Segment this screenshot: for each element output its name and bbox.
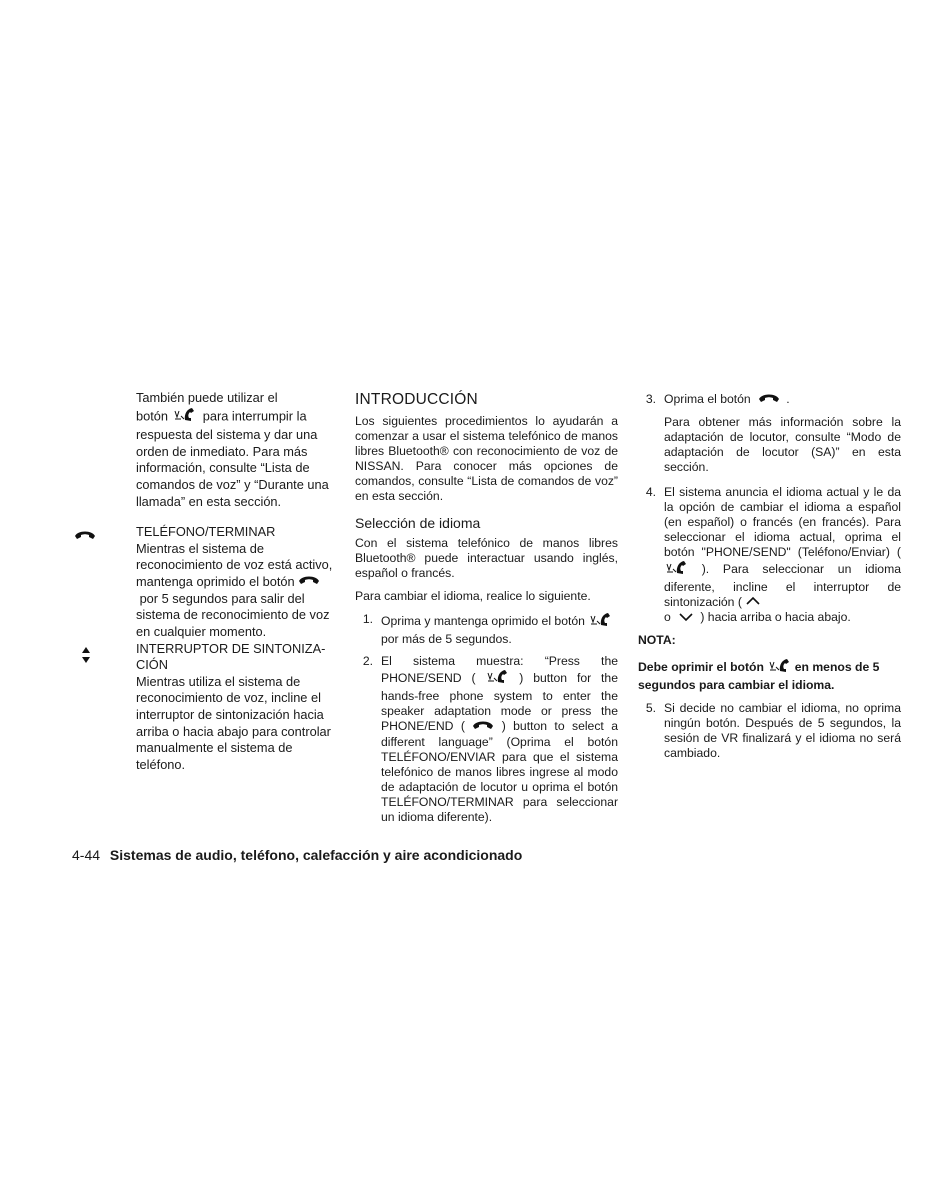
text: . [786, 392, 790, 407]
list-number: 4. [645, 485, 656, 499]
list-number: 5. [645, 700, 656, 715]
item-title: CIÓN [136, 657, 168, 673]
phone-talk-icon [485, 669, 509, 689]
paragraph: Para cambiar el idioma, realice lo siguiente. [355, 589, 591, 603]
phone-end-icon [472, 719, 494, 735]
text: ) button for the hands-free phone system to enter the speaker adaptation mode or press the PHONE/END ( [381, 671, 618, 734]
phone-talk-icon [172, 407, 196, 428]
text: ). Para seleccionar un idioma diferente, incline el interruptor de sintonización ( [664, 562, 901, 609]
text: Mientras utiliza el sistema de reconocimiento de voz, incline el interruptor de sintonización hacia arriba o hacia abajo para controlar manualmente el sistema de teléfono. [136, 673, 331, 772]
list-number: 2. [362, 654, 373, 668]
text: ) button to select a different language” (Oprima el botón TELÉFONO/ENVIAR para que el sistema telefónico de manos libres ingrese al modo de adaptación de locutor u oprima el botón TELÉFONO/TERMINAR para seleccionar un idioma diferente). [381, 719, 618, 824]
section-title: Sistemas de audio, teléfono, calefacción y aire acondicionado [109, 847, 523, 863]
subsection-heading: Selección de idioma [355, 515, 481, 531]
text: Si decide no cambiar el idioma, no oprima ningún botón. Después de 5 segundos, la sesión de VR finalizará y el idioma no será cambiado. [664, 700, 901, 760]
phone-talk-icon [767, 658, 791, 678]
paragraph-interrupt [136, 390, 334, 510]
page-number: 4-44 [72, 847, 101, 863]
text: Oprima el botón [664, 392, 751, 407]
text: para interrumpir la respuesta del sistema y dar una orden de inmediato. Para más información, consulte “Lista de comandos de voz” y “Durante una llamada” en esta sección. [136, 408, 329, 509]
page-footer [72, 846, 522, 864]
text: o [664, 610, 671, 625]
column-middle [355, 390, 618, 832]
list-item [355, 612, 618, 647]
paragraph-intro: Los siguientes procedimientos lo ayudarán a comenzar a usar el sistema telefónico de manos libres Bluetooth® con reconocimiento de voz de NISSAN. Para conocer más opciones de comandos, consulte “Lista de comandos de voz” en esta sección. [355, 414, 618, 503]
list-number: 3. [645, 392, 656, 406]
text: por más de 5 segundos. [381, 632, 512, 646]
item-title: TELÉFONO/TERMINAR [136, 524, 276, 540]
paragraph: Con el sistema telefónico de manos libres Bluetooth® puede interactuar usando inglés, español o francés. [355, 536, 618, 580]
list-item [638, 392, 901, 408]
item-title: INTERRUPTOR DE SINTONIZA- [136, 640, 326, 656]
phone-talk-icon [664, 560, 688, 580]
tuning-switch-icon [81, 646, 91, 669]
phone-end-icon [758, 392, 780, 408]
column-left [136, 390, 334, 773]
text: También puede utilizar el [136, 390, 278, 405]
text: El sistema muestra: “Press the PHONE/SEND ( [381, 654, 618, 686]
phone-end-icon [74, 528, 96, 546]
chevron-down-icon [678, 611, 694, 626]
list-item [638, 485, 901, 626]
note-text [638, 658, 901, 693]
column-right [638, 392, 901, 768]
list-item [355, 654, 618, 825]
text: Debe oprimir el botón [638, 659, 764, 674]
chevron-up-icon [745, 595, 761, 610]
list-number: 1. [362, 612, 373, 626]
list-item [638, 701, 901, 761]
text: Mientras el sistema de reconocimiento de voz está activo, mantenga oprimido el botón [136, 540, 333, 589]
text: ) hacia arriba o hacia abajo. [700, 610, 851, 625]
phone-end-icon [298, 574, 320, 591]
text: por 5 segundos para salir del sistema de reconocimiento de voz en cualquier momento. [136, 590, 330, 640]
phone-talk-icon [588, 612, 612, 632]
section-heading: INTRODUCCIÓN [355, 391, 478, 408]
text: Oprima y mantenga oprimido el botón [381, 614, 585, 629]
text: en menos de 5 segundos para cambiar el idioma. [638, 659, 880, 692]
item-phone-end [136, 524, 334, 640]
text: botón [136, 408, 169, 424]
item-tuning-switch [136, 641, 334, 774]
text: El sistema anuncia el idioma actual y le da la opción de cambiar el idioma a español (en español) o francés (en francés). Para seleccionar el idioma actual, oprima el botón "PHONE/SEND" (Teléfono/Enviar) ( [664, 485, 901, 559]
paragraph-note: Para obtener más información sobre la adaptación de locutor, consulte “Modo de adaptación de locutor (SA)” en esta sección. [664, 415, 901, 474]
note-label: NOTA: [638, 632, 676, 647]
